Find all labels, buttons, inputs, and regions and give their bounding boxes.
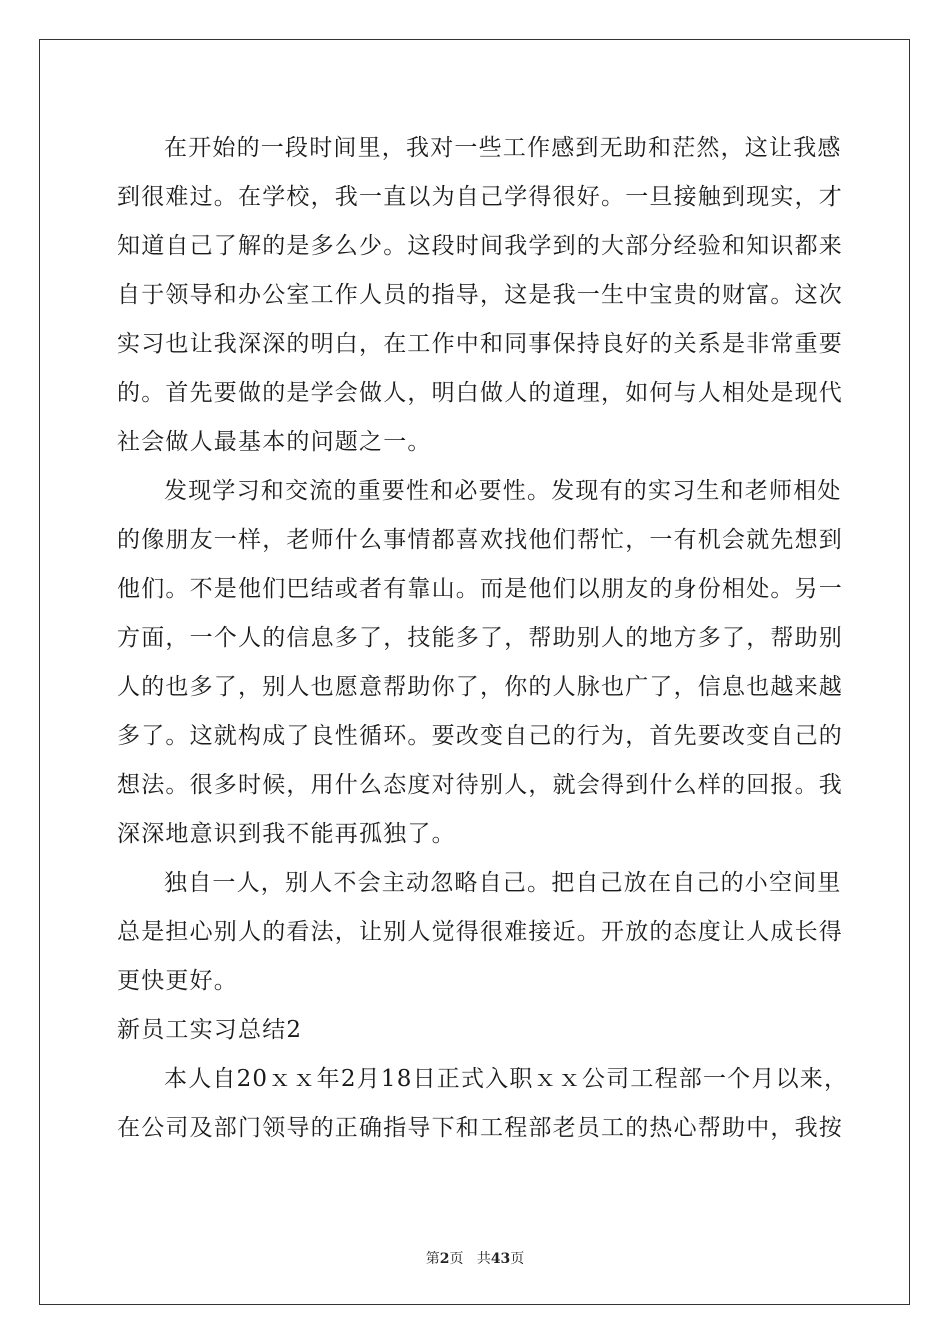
text-line: 在公司及部门领导的正确指导下和工程部老员工的热心帮助中，我按 bbox=[117, 1115, 843, 1141]
text-line: 想法。很多时候，用什么态度对待别人，就会得到什么样的回报。我 bbox=[117, 772, 843, 798]
footer-total-suffix: 页 bbox=[510, 1251, 525, 1267]
text-line: 社会做人最基本的问题之一。 bbox=[117, 429, 432, 455]
text-line: 在开始的一段时间里，我对一些工作感到无助和茫然，这让我感 bbox=[164, 135, 842, 161]
text-line: 深深地意识到我不能再孤独了。 bbox=[117, 821, 456, 847]
text-line: 实习也让我深深的明白，在工作中和同事保持良好的关系是非常重要 bbox=[117, 331, 843, 357]
footer-total-prefix: 共 bbox=[476, 1251, 491, 1267]
section-heading: 新员工实习总结2 bbox=[117, 1017, 303, 1043]
text-line: 本人自20ｘｘ年2月18日正式入职ｘｘ公司工程部一个月以来， bbox=[164, 1066, 849, 1092]
footer-page-suffix: 页 bbox=[449, 1251, 464, 1267]
text-line: 他们。不是他们巴结或者有靠山。而是他们以朋友的身份相处。另一 bbox=[117, 576, 843, 602]
document-body bbox=[117, 124, 849, 1153]
text-line: 总是担心别人的看法，让别人觉得很难接近。开放的态度让人成长得 bbox=[117, 919, 843, 945]
text-line: 自于领导和办公室工作人员的指导，这是我一生中宝贵的财富。这次 bbox=[117, 282, 843, 308]
text-line: 多了。这就构成了良性循环。要改变自己的行为，首先要改变自己的 bbox=[117, 723, 843, 749]
text-line: 方面，一个人的信息多了，技能多了，帮助别人的地方多了，帮助别 bbox=[117, 625, 843, 651]
page-footer bbox=[0, 1248, 950, 1268]
text-line: 的。首先要做的是学会做人，明白做人的道理，如何与人相处是现代 bbox=[117, 380, 843, 406]
text-line: 到很难过。在学校，我一直以为自己学得很好。一旦接触到现实，才 bbox=[117, 184, 843, 210]
footer-prefix: 第 bbox=[425, 1251, 440, 1267]
text-line: 人的也多了，别人也愿意帮助你了，你的人脉也广了，信息也越来越 bbox=[117, 674, 843, 700]
text-line: 发现学习和交流的重要性和必要性。发现有的实习生和老师相处 bbox=[164, 478, 842, 504]
text-line: 知道自己了解的是多么少。这段时间我学到的大部分经验和知识都来 bbox=[117, 233, 843, 259]
text-line: 的像朋友一样，老师什么事情都喜欢找他们帮忙，一有机会就先想到 bbox=[117, 527, 843, 553]
total-page-count: 43 bbox=[490, 1251, 511, 1267]
text-line: 更快更好。 bbox=[117, 968, 238, 994]
current-page-number: 2 bbox=[439, 1251, 450, 1267]
text-line: 独自一人，别人不会主动忽略自己。把自己放在自己的小空间里 bbox=[164, 870, 842, 896]
